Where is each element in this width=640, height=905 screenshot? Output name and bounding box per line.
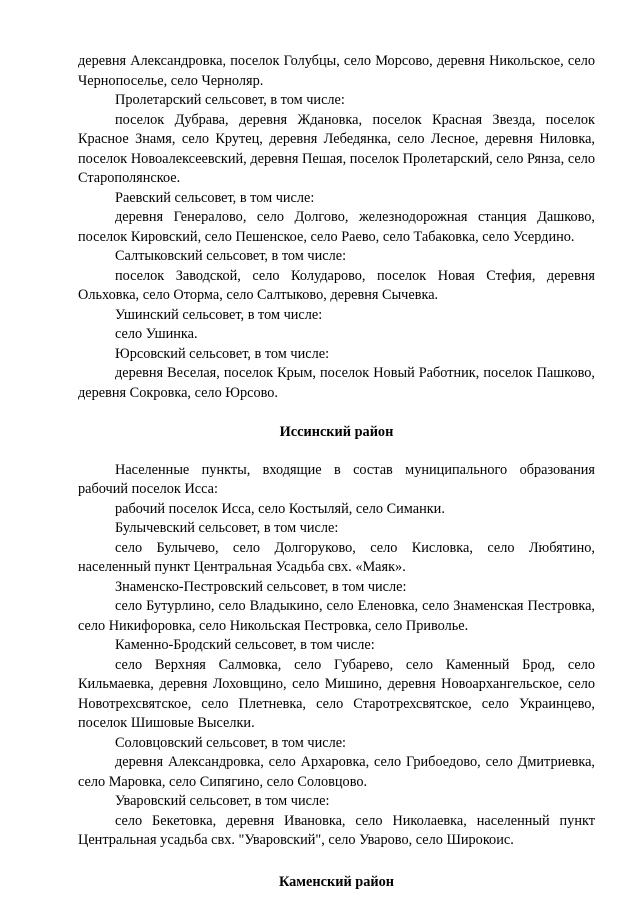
selsovet-heading: Знаменско-Пестровский сельсовет, в том числе:	[115, 578, 407, 595]
district-heading: Каменский район	[278, 873, 394, 890]
selsovet-heading: Раевский сельсовет, в том числе:	[115, 189, 315, 206]
settlement-list: поселок Заводской, село Колударово, поселок Новая Стефия, деревня Ольховка, село Оторма, село Салтыково, деревня Сычевка.	[78, 267, 595, 303]
settlement-list: село Бутурлино, село Владыкино, село Еленовка, село Знаменская Пестровка, село Никифоровка, село Никольская Пестровка, село Приволье.	[78, 598, 595, 634]
selsovet-heading: Каменно-Бродский сельсовет, в том числе:	[115, 637, 375, 653]
selsovet-heading: Булычевский сельсовет, в том числе:	[115, 520, 339, 536]
settlement-list: село Ушинка.	[115, 326, 198, 342]
settlement-list: деревня Генералово, село Долгово, железнодорожная станция Дашково, поселок Кировский, село Пешенское, село Раево, село Табаковка, село Усердино.	[78, 209, 595, 245]
settlement-list: поселок Дубрава, деревня Ждановка, поселок Красная Звезда, поселок Красное Знамя, село Крутец, деревня Лебедянка, село Лесное, деревня Ниловка, поселок Новоалексеевский, деревня Пешая, поселок Пролетарский, село Рянза, село Старополянское.	[78, 111, 595, 186]
settlement-list: деревня Веселая, поселок Крым, поселок Новый Работник, поселок Пашково, деревня Сокровка, село Юрсово.	[78, 365, 595, 401]
selsovet-heading: Ушинский сельсовет, в том числе:	[115, 306, 323, 323]
document-page	[78, 52, 595, 892]
paragraph: Населенные пункты, входящие в состав муниципального образования рабочий поселок Исса:	[78, 461, 595, 497]
settlement-list: село Верхняя Салмовка, село Губарево, село Каменный Брод, село Кильмаевка, деревня Лоховщино, село Мишино, деревня Новоархангельское, село Новотрехсвятское, село Плетневка, село Старотрехсвятское, село Украинцево, поселок Шишовые Выселки.	[78, 656, 595, 731]
selsovet-heading: Пролетарский сельсовет, в том числе:	[115, 92, 345, 108]
paragraph: деревня Александровка, поселок Голубцы, село Морсово, деревня Никольское, село Чернопоселье, село Черноляр.	[78, 53, 595, 89]
district-heading: Иссинский район	[279, 424, 394, 440]
settlement-list: село Бекетовка, деревня Ивановка, село Николаевка, населенный пункт Центральная усадьба свх. "Уваровский", село Уварово, село Широкоис.	[78, 812, 595, 848]
selsovet-heading: Уваровский сельсовет, в том числе:	[115, 793, 330, 809]
settlement-list: деревня Александровка, село Архаровка, село Грибоедово, село Дмитриевка, село Маровка, село Сипягино, село Соловцово.	[78, 754, 595, 790]
selsovet-heading: Соловцовский сельсовет, в том числе:	[115, 734, 347, 751]
settlement-list: рабочий поселок Исса, село Костыляй, село Симанки.	[115, 500, 445, 517]
selsovet-heading: Юрсовский сельсовет, в том числе:	[115, 345, 330, 362]
selsovet-heading: Салтыковский сельсовет, в том числе:	[115, 248, 347, 264]
settlement-list: село Булычево, село Долгоруково, село Кисловка, село Любятино, населенный пункт Центральная Усадьба свх. «Маяк».	[78, 539, 595, 575]
